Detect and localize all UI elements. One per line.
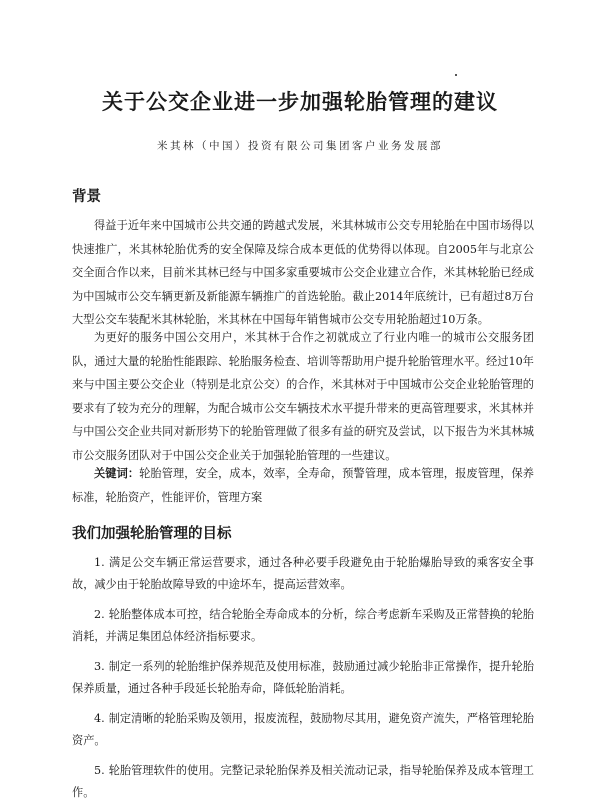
section-heading-goals: 我们加强轮胎管理的目标 [72,526,232,542]
goal-text: 制定一系列的轮胎维护保养规范及使用标准，鼓励通过减少轮胎非正常操作，提升轮胎保养质量，通过各种手段延长轮胎寿命，降低轮胎消耗。 [72,660,534,695]
goals-list [72,552,534,812]
goal-number: 1. [94,556,105,569]
goal-number: 3. [94,660,105,673]
goal-text: 轮胎整体成本可控，结合轮胎全寿命成本的分析，综合考虑新车采购及正常替换的轮胎消耗，并满足集团总体经济指标要求。 [72,608,534,643]
keywords-text: 轮胎管理，安全，成本，效率，全寿命，预警管理，成本管理，报废管理，保养标准，轮胎资产，性能评价，管理方案 [72,467,534,504]
goal-text: 轮胎管理软件的使用。完整记录轮胎保养及相关流动记录，指导轮胎保养及成本管理工作。 [72,764,534,799]
goal-text: 制定清晰的轮胎采购及领用，报废流程，鼓励物尽其用，避免资产流失，严格管理轮胎资产。 [72,712,534,747]
author-line: 米其林（中国）投资有限公司集团客户业务发展部 [157,140,443,152]
goal-number: 2. [94,608,105,621]
goal-item [72,656,534,700]
section-heading-background: 背景 [72,189,101,205]
goal-item [72,552,534,596]
keywords-line [72,462,534,509]
goal-item [72,708,534,752]
scan-speck [455,74,457,76]
keywords-label: 关键词： [94,466,140,480]
goal-item [72,604,534,648]
background-paragraph-2: 为更好的服务中国公交用户，米其林于合作之初就成立了行业内唯一的城市公交服务团队，通过大量的轮胎性能跟踪、轮胎服务检查、培训等帮助用户提升轮胎管理水平。经过10年来与中国主要公交企业（特别是北京公交）的合作，米其林对于中国城市公交企业轮胎管理的要求有了较为充分的理解，为配合城市公交车辆技术水平提升带来的更高管理要求，米其林并与中国公交企业共同对新形势下的轮胎管理做了很多有益的研究及尝试，以下报告为米其林城市公交服务团队对于中国公交企业关于加强轮胎管理的一些建议。 [72,331,534,462]
goal-number: 5. [94,764,105,777]
background-paragraph-1: 得益于近年来中国城市公共交通的跨越式发展，米其林城市公交专用轮胎在中国市场得以快速推广，米其林轮胎优秀的安全保障及综合成本更低的优势得以体现。自2005年与北京公交全面合作以来，目前米其林已经与中国多家重要城市公交企业建立合作，米其林轮胎已经成为中国城市公交车辆更新及新能源车辆推广的首选轮胎。截止2014年底统计，已有超过8万台大型公交车装配米其林轮胎，米其林在中国每年销售城市公交专用轮胎超过10万条。 [72,219,534,326]
document-title: 关于公交企业进一步加强轮胎管理的建议 [102,89,498,114]
goal-text: 满足公交车辆正常运营要求，通过各种必要手段避免由于轮胎爆胎导致的乘客安全事故，减少由于轮胎故障导致的中途坏车，提高运营效率。 [72,556,534,591]
goal-number: 4. [94,712,105,725]
